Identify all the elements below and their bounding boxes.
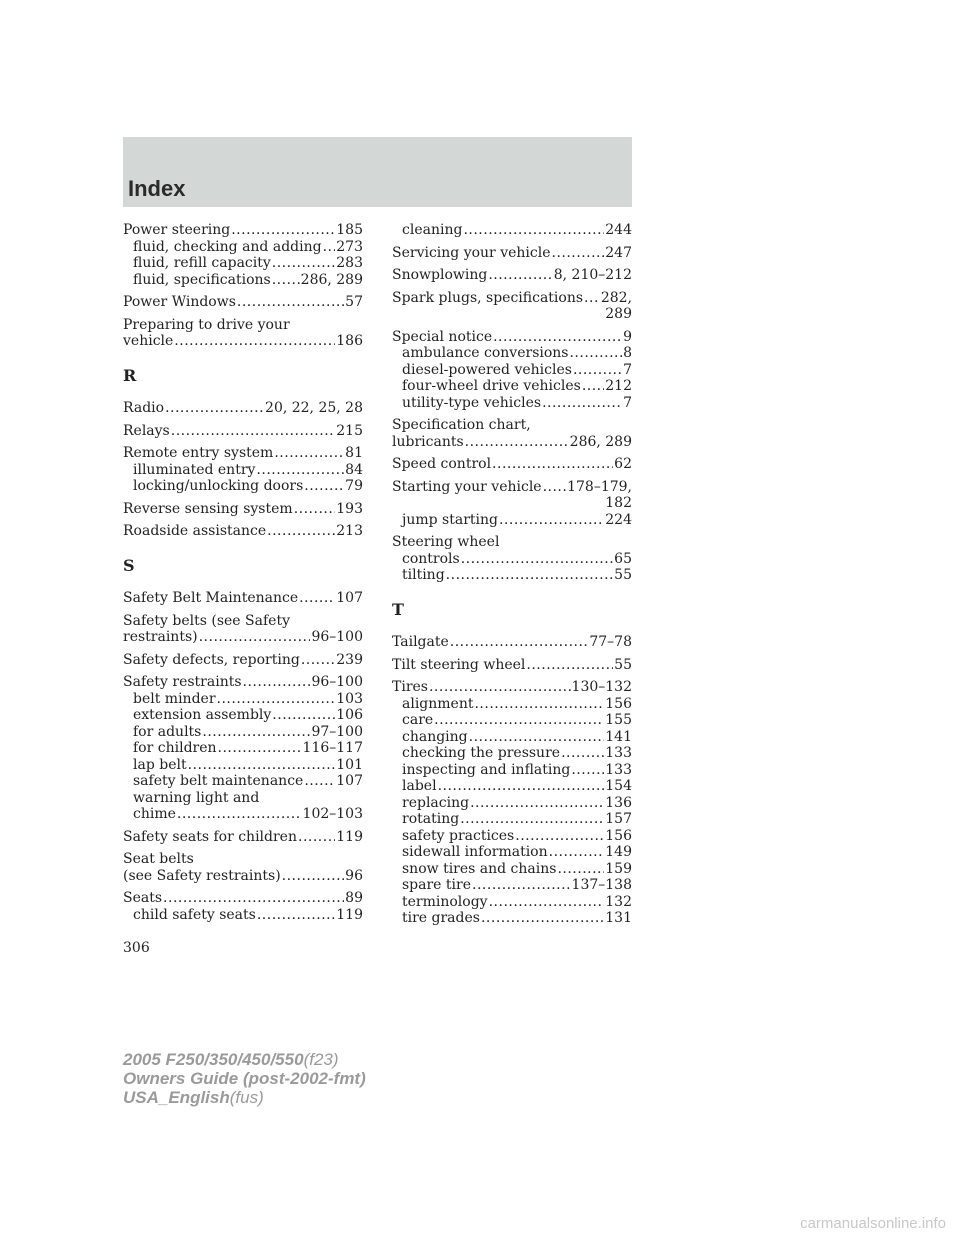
index-subline: for adults ..... 97–100 <box>123 724 363 741</box>
index-subline: extension assembly ..... 106 <box>123 707 363 724</box>
index-entry <box>392 479 632 529</box>
index-subline: tire grades ..... 131 <box>392 910 632 927</box>
footer-line: Owners Guide (post-2002-fmt) <box>123 1069 366 1088</box>
index-subline: changing ..... 141 <box>392 729 632 746</box>
index-subline: for children ..... 116–117 <box>123 740 363 757</box>
index-line: Remote entry system ..... 81 <box>123 445 363 462</box>
index-subline: replacing ..... 136 <box>392 795 632 812</box>
index-subline: inspecting and inflating ..... 133 <box>392 762 632 779</box>
index-subline: sidewall information ..... 149 <box>392 844 632 861</box>
index-entry <box>123 294 363 311</box>
index-entry <box>123 445 363 495</box>
index-line: Power steering ..... 185 <box>123 222 363 239</box>
index-line: Speed control ..... 62 <box>392 456 632 473</box>
index-entry <box>123 652 363 669</box>
document-footer <box>123 1050 366 1107</box>
index-line: Tires ..... 130–132 <box>392 679 632 696</box>
index-entry <box>123 523 363 540</box>
index-subline: illuminated entry ..... 84 <box>123 462 363 479</box>
index-entry <box>392 679 632 927</box>
index-subline: fluid, refill capacity ..... 283 <box>123 255 363 272</box>
index-subline: ambulance conversions ..... 8 <box>392 345 632 362</box>
index-line: Power Windows ..... 57 <box>123 294 363 311</box>
index-subline: tilting ..... 55 <box>392 567 632 584</box>
index-subline: child safety seats ..... 119 <box>123 907 363 924</box>
section-letter: T <box>392 599 404 619</box>
index-line: Specification chart, <box>392 417 531 433</box>
index-line: Roadside assistance ..... 213 <box>123 523 363 540</box>
index-subline: lap belt ..... 101 <box>123 757 363 774</box>
index-subline: chime ..... 102–103 <box>123 806 363 823</box>
index-line: (see Safety restraints) ..... 96 <box>123 868 363 885</box>
index-subline: controls ..... 65 <box>392 551 632 568</box>
index-entry <box>123 890 363 923</box>
index-line: Relays ..... 215 <box>123 423 363 440</box>
index-entry <box>392 222 632 239</box>
index-subline: snow tires and chains ..... 159 <box>392 861 632 878</box>
index-subline: label ..... 154 <box>392 778 632 795</box>
index-entry <box>123 674 363 823</box>
footer-line: 2005 F250/350/450/550(f23) <box>123 1050 339 1069</box>
index-entry <box>123 400 363 417</box>
watermark: carmanualsonline.info <box>800 1215 946 1232</box>
section-letter: R <box>123 365 137 385</box>
index-subline: cleaning ..... 244 <box>392 222 632 239</box>
index-subline: belt minder ..... 103 <box>123 691 363 708</box>
index-subline: four-wheel drive vehicles ..... 212 <box>392 378 632 395</box>
index-line: lubricants ..... 286, 289 <box>392 434 632 451</box>
page-continuation: 182 <box>605 495 632 511</box>
index-entry <box>392 534 632 584</box>
index-column-left <box>123 222 363 929</box>
section-letter: S <box>123 555 135 575</box>
index-column-right <box>392 222 632 933</box>
index-line: Preparing to drive your <box>123 316 290 333</box>
page-number: 306 <box>123 940 150 956</box>
index-line: Safety belts (see Safety <box>123 612 290 629</box>
index-subline: safety practices ..... 156 <box>392 828 632 845</box>
index-line: Safety Belt Maintenance ..... 107 <box>123 590 363 607</box>
index-entry <box>392 634 632 651</box>
index-entry <box>123 222 363 288</box>
index-line: vehicle ..... 186 <box>123 333 363 350</box>
index-entry <box>123 590 363 607</box>
index-line: Tailgate ..... 77–78 <box>392 634 632 651</box>
index-subline: diesel-powered vehicles ..... 7 <box>392 362 632 379</box>
index-subline: alignment ..... 156 <box>392 696 632 713</box>
index-subline: locking/unlocking doors ..... 79 <box>123 478 363 495</box>
index-subline: jump starting ..... 224 <box>392 512 632 529</box>
footer-line: USA_English(fus) <box>123 1088 264 1107</box>
index-subline: spare tire ..... 137–138 <box>392 877 632 894</box>
index-line: Safety defects, reporting ..... 239 <box>123 652 363 669</box>
index-subline: terminology ..... 132 <box>392 894 632 911</box>
index-line: Tilt steering wheel ..... 55 <box>392 657 632 674</box>
index-line: restraints) ..... 96–100 <box>123 629 363 646</box>
index-entry <box>123 613 363 646</box>
index-entry <box>123 851 363 884</box>
index-subline: checking the pressure ..... 133 <box>392 745 632 762</box>
index-subline: warning light and <box>133 789 260 806</box>
index-line: Reverse sensing system ..... 193 <box>123 501 363 518</box>
index-line: Radio ..... 20, 22, 25, 28 <box>123 400 363 417</box>
page-continuation: 289 <box>605 306 632 322</box>
index-line: Servicing your vehicle ..... 247 <box>392 245 632 262</box>
index-entry <box>123 829 363 846</box>
index-entry <box>392 456 632 473</box>
index-entry <box>123 501 363 518</box>
index-subline: fluid, checking and adding ..... 273 <box>123 239 363 256</box>
index-line: Safety restraints ..... 96–100 <box>123 674 363 691</box>
page-title: Index <box>128 176 186 201</box>
index-line: Safety seats for children ..... 119 <box>123 829 363 846</box>
index-line: Special notice ..... 9 <box>392 329 632 346</box>
index-entry <box>392 290 632 323</box>
index-entry <box>123 317 363 350</box>
index-line: Snowplowing ..... 8, 210–212 <box>392 267 632 284</box>
index-subline: utility-type vehicles ..... 7 <box>392 395 632 412</box>
index-entry <box>392 267 632 284</box>
index-line: Seats ..... 89 <box>123 890 363 907</box>
index-subline: rotating ..... 157 <box>392 811 632 828</box>
index-subline: care ..... 155 <box>392 712 632 729</box>
header-band <box>123 137 632 207</box>
index-entry <box>123 423 363 440</box>
index-line: Seat belts <box>123 851 194 867</box>
index-line: Starting your vehicle ..... 178–179, <box>392 479 632 496</box>
index-entry <box>392 657 632 674</box>
index-line: Spark plugs, specifications ..... 282, <box>392 290 632 307</box>
index-subline: safety belt maintenance ..... 107 <box>123 773 363 790</box>
index-entry <box>392 417 632 450</box>
index-line: Steering wheel <box>392 534 500 550</box>
index-subline: fluid, specifications ..... 286, 289 <box>123 272 363 289</box>
index-entry <box>392 245 632 262</box>
index-entry <box>392 329 632 412</box>
